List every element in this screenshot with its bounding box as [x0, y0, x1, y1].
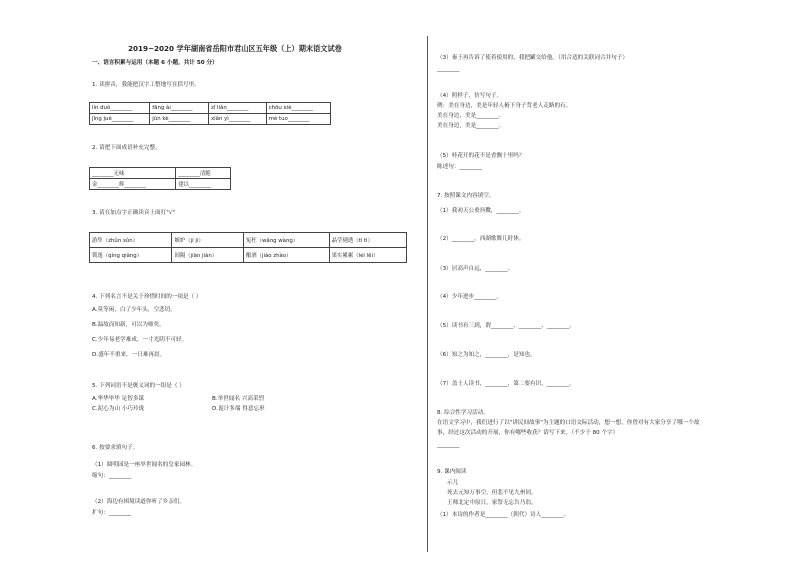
q2-cell[interactable]: 金________辉________: [90, 179, 176, 190]
q6-sentence-2: （2）海边有困境读道你听了乡亲们。: [92, 499, 186, 505]
page-title: 2019−2020 学年湖南省岳阳市君山区五年级（上）期末语文试卷: [128, 44, 342, 53]
q4-option-a[interactable]: A.莫等闲，白了少年头，空悲切。: [92, 307, 176, 313]
column-divider: [427, 36, 428, 552]
q7-prompt: 7. 按照课文内容填空。: [437, 193, 495, 199]
q1-cell[interactable]: jūn kè________: [150, 114, 209, 125]
poem-line-1: 死去元知万事空，但悲不见九州同。: [447, 490, 537, 496]
q2-prompt: 2. 请把下面成语补充完整。: [92, 145, 161, 151]
q1-cell[interactable]: fāng ài________: [150, 103, 209, 114]
q3-cell[interactable]: 嫉妒（jí jì）: [172, 233, 243, 248]
q7-item[interactable]: （5）读书有三到，谓________、________、________。: [437, 323, 575, 329]
poem-line-2: 王师北定中原日，家祭无忘告乃翁。: [447, 500, 537, 506]
q8-prompt: 8. 综合性学习活动。: [437, 410, 489, 416]
q5-option-b[interactable]: B.举世闻名 兴高采烈: [212, 396, 265, 402]
poem-title: 示儿: [447, 480, 459, 486]
q3-reading-table: [89, 232, 407, 263]
q3-cell[interactable]: 果实累累（léi lěi）: [329, 248, 406, 263]
q2-cell[interactable]: ________清脆: [176, 168, 231, 179]
q6-sentence-1: （1）圆明园是一座举世闻名的皇家园林。: [92, 462, 197, 468]
q2-cell[interactable]: 建以________: [176, 179, 231, 190]
q1-cell[interactable]: xiān yì________: [208, 114, 266, 125]
q7-item[interactable]: （3）居高声自远，________。: [437, 266, 514, 272]
q5-option-a[interactable]: A.华华毕毕 足智多谋: [92, 396, 145, 402]
q6-4-prompt: （4）照样子，仿写句子。: [437, 93, 503, 99]
q6-prompt: 6. 按要求填句子。: [92, 445, 139, 451]
section-heading: 一、语言积累与运用（本题 6 小题，共计 50 分）: [92, 60, 218, 66]
q6-4-line-1[interactable]: 美在身边，美是________。: [437, 113, 505, 119]
q1-cell[interactable]: zǐ liǎn________: [208, 103, 266, 114]
q7-item[interactable]: （1）我劝天公重抖擞，________。: [437, 208, 525, 214]
q6-4-example: 例：美在身边，美是年轻人俯下身子背老人走路的石。: [437, 103, 572, 109]
q1-cell[interactable]: lín duò________: [90, 103, 150, 114]
q1-cell[interactable]: jǐng jué________: [90, 114, 150, 125]
q1-cell[interactable]: chōu xiè________: [266, 103, 330, 114]
q7-item[interactable]: （2）________，西湖歌舞几时休。: [437, 236, 525, 242]
q6-3-prompt: （3）秦王再告诉了使着使用的，我把罐交给他。（用合适的关联词合并句子）: [437, 55, 628, 61]
q5-prompt: 5. 下列词语不是褒义词的一组是（ ）: [92, 383, 185, 389]
q1-cell[interactable]: mè tuo________: [266, 114, 330, 125]
q3-cell[interactable]: 晶莹剔透（tī tì）: [329, 233, 406, 248]
q6-5-prompt: （5）桂花开的花不是香飘十里吗？: [437, 153, 525, 159]
q6-answer-1[interactable]: 缩句：________: [92, 473, 132, 479]
q4-option-c[interactable]: C.少年易老学难成，一寸光阴不可轻。: [92, 337, 188, 343]
q6-3-answer[interactable]: ________: [437, 66, 460, 72]
q6-answer-2[interactable]: 扩句：________: [92, 510, 132, 516]
q6-4-line-2[interactable]: 美在身边，美是________。: [437, 123, 505, 129]
q5-option-c[interactable]: C.泥心为山 小巧玲珑: [92, 406, 145, 412]
q9-prompt: 9. 课内阅读: [437, 469, 467, 475]
q8-body-1: 在语文学习中，我们进行了以"讲民间故事"为主题的口语交际活动，想一想，你曾对有大家分享了哪一个故: [437, 420, 700, 426]
q3-cell[interactable]: 间隔（jiān jiàn）: [172, 248, 243, 263]
q3-prompt: 3. 请在加点字正确读音上面打"√": [92, 210, 175, 216]
q6-5-answer[interactable]: 陈述句：________: [437, 164, 482, 170]
q9-question-1[interactable]: （1）本诗的作者是________（朝代）诗人________。: [437, 512, 570, 518]
q3-cell[interactable]: 酿酒（jiào zhào）: [243, 248, 329, 263]
q3-cell[interactable]: 冤枉（wǎng wàng）: [243, 233, 329, 248]
q7-item[interactable]: （7）盖士人读书，________，第二要有识，________。: [437, 381, 575, 387]
q7-item[interactable]: （4）少年进步________。: [437, 294, 503, 300]
q4-option-d[interactable]: D.盛年不重来，一日难再晨。: [92, 352, 166, 358]
q4-option-b[interactable]: B.温故而知新，可以为师矣。: [92, 322, 165, 328]
q4-prompt: 4. 下列名言不是关于珍惜时间的一项是（ ）: [92, 294, 202, 300]
q2-idiom-table: [89, 167, 231, 190]
q2-cell[interactable]: ________无味: [90, 168, 176, 179]
q8-body-2: 事，经过这次活动的开展，你有哪些收获？请写下来。（不少于 80 个字）: [437, 430, 619, 436]
q7-item[interactable]: （6）知之为知之，________，是知也。: [437, 352, 536, 358]
q5-option-d[interactable]: D.诡计多端 得意忘形: [212, 406, 265, 412]
q1-prompt: 1. 读拼音，我能把汉字工整地写在括号里。: [92, 82, 200, 88]
q8-answer[interactable]: ________: [437, 442, 460, 448]
q3-cell[interactable]: 游隼（zhǔn sǔn）: [90, 233, 172, 248]
q1-pinyin-table: [89, 102, 331, 125]
q3-cell[interactable]: 锁逸（qíng qiàng）: [90, 248, 172, 263]
